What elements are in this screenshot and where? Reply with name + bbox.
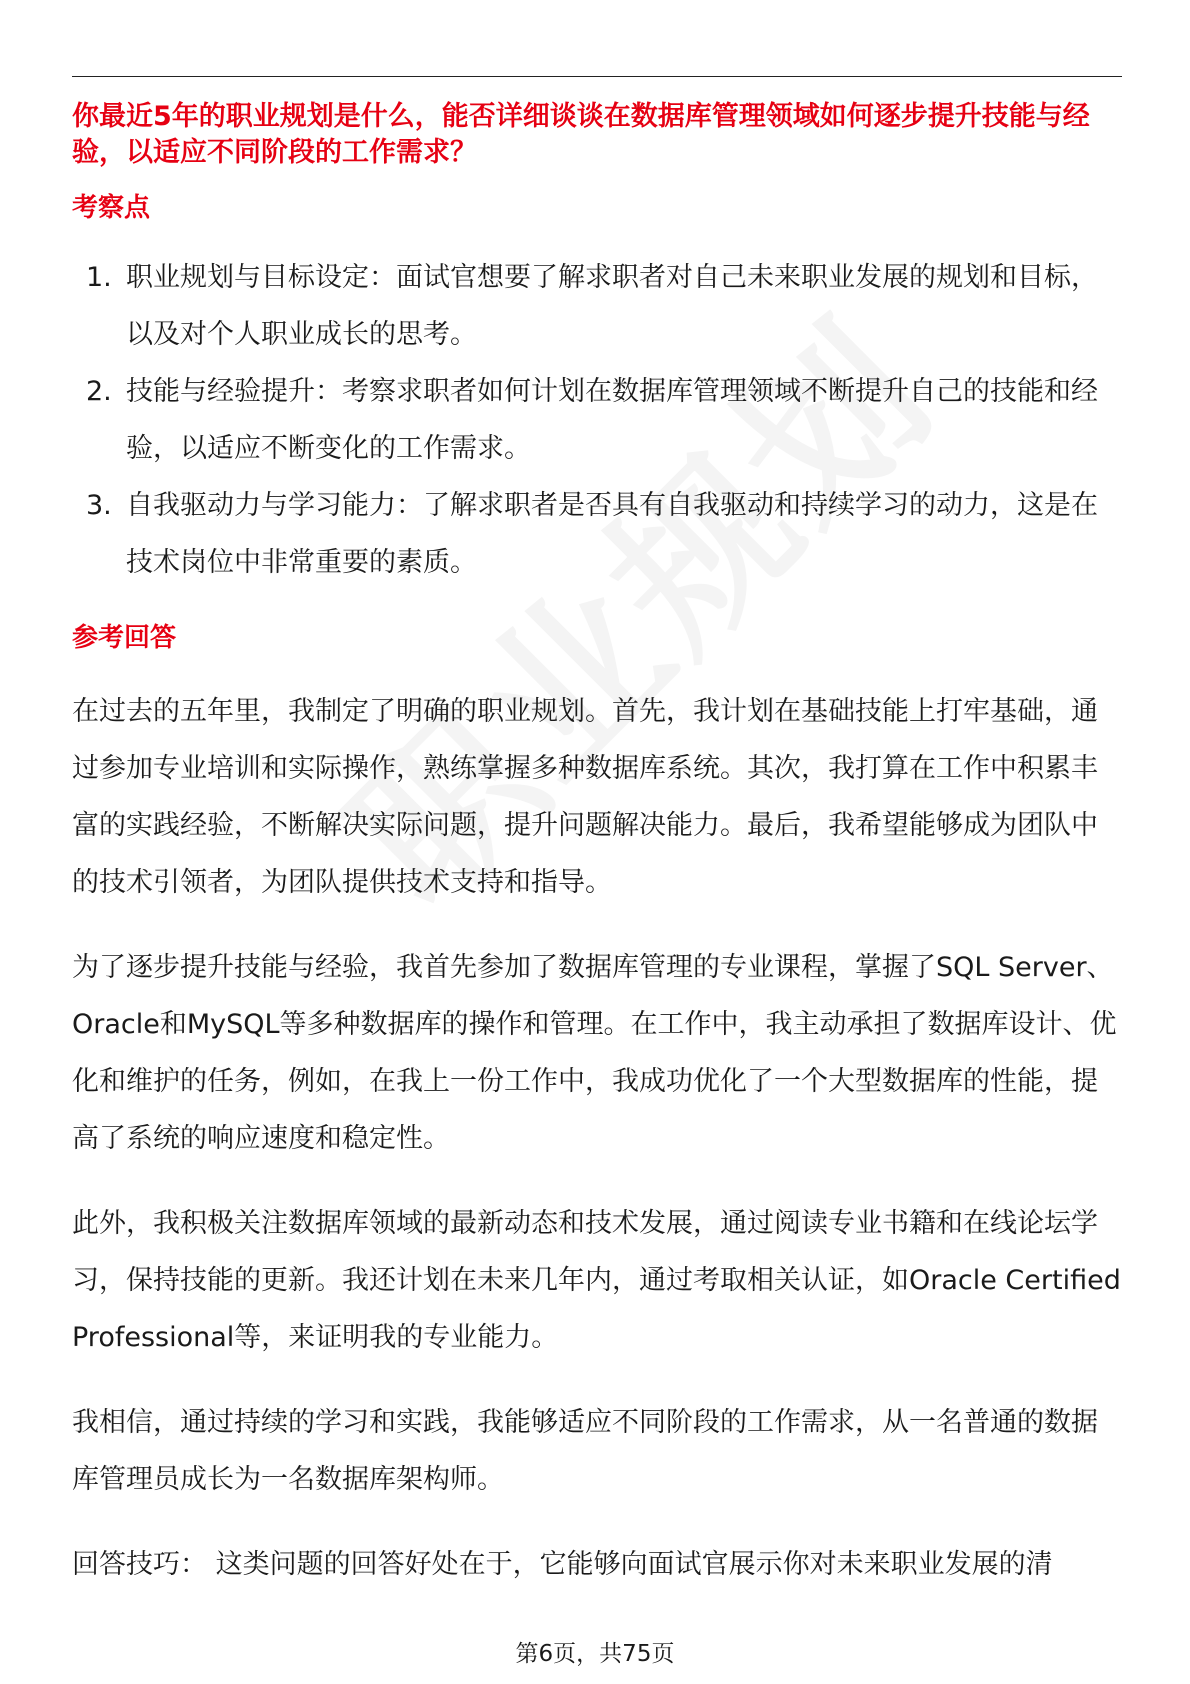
- list-item-number: 2.: [86, 376, 112, 407]
- examination-points-list: [72, 249, 1122, 591]
- answer-paragraph: 为了逐步提升技能与经验，我首先参加了数据库管理的专业课程，掌握了SQL Server、Oracle和MySQL等多种数据库的操作和管理。在工作中，我主动承担了数据库设计、优化和维护的任务，例如，在我上一份工作中，我成功优化了一个大型数据库的性能，提高了系统的响应速度和稳定性。: [72, 952, 1117, 1154]
- answer-paragraph: 我相信，通过持续的学习和实践，我能够适应不同阶段的工作需求，从一名普通的数据库管理员成长为一名数据库架构师。: [72, 1407, 1098, 1495]
- list-item-number: 1.: [86, 262, 112, 293]
- list-item-text: 自我驱动力与学习能力：了解求职者是否具有自我驱动和持续学习的动力，这是在技术岗位中非常重要的素质。: [126, 490, 1098, 578]
- list-item-text: 技能与经验提升：考察求职者如何计划在数据库管理领域不断提升自己的技能和经验，以适应不断变化的工作需求。: [126, 376, 1098, 464]
- list-item: [72, 477, 1122, 591]
- page-number: 第6页，共75页: [515, 1641, 675, 1667]
- answer-tips-paragraph: 回答技巧： 这类问题的回答好处在于，它能够向面试官展示你对未来职业发展的清: [72, 1549, 1053, 1580]
- examination-points-heading: 考察点: [72, 193, 151, 223]
- top-divider: [72, 76, 1122, 77]
- list-item-number: 3.: [86, 490, 112, 521]
- answer-paragraph: 此外，我积极关注数据库领域的最新动态和技术发展，通过阅读专业书籍和在线论坛学习，保持技能的更新。我还计划在未来几年内，通过考取相关认证，如Oracle Certified Professional等，来证明我的专业能力。: [72, 1208, 1121, 1353]
- list-item: [72, 363, 1122, 477]
- list-item-text: 职业规划与目标设定：面试官想要了解求职者对自己未来职业发展的规划和目标，以及对个人职业成长的思考。: [126, 262, 1098, 350]
- answer-paragraph: 在过去的五年里，我制定了明确的职业规划。首先，我计划在基础技能上打牢基础，通过参加专业培训和实际操作，熟练掌握多种数据库系统。其次，我打算在工作中积累丰富的实践经验，不断解决实际问题，提升问题解决能力。最后，我希望能够成为团队中的技术引领者，为团队提供技术支持和指导。: [72, 696, 1098, 898]
- list-item: [72, 249, 1122, 363]
- reference-answer-heading: 参考回答: [72, 623, 177, 653]
- document-page: [72, 76, 1122, 1593]
- question-title: 你最近5年的职业规划是什么，能否详细谈谈在数据库管理领域如何逐步提升技能与经验，以适应不同阶段的工作需求？: [72, 101, 1090, 168]
